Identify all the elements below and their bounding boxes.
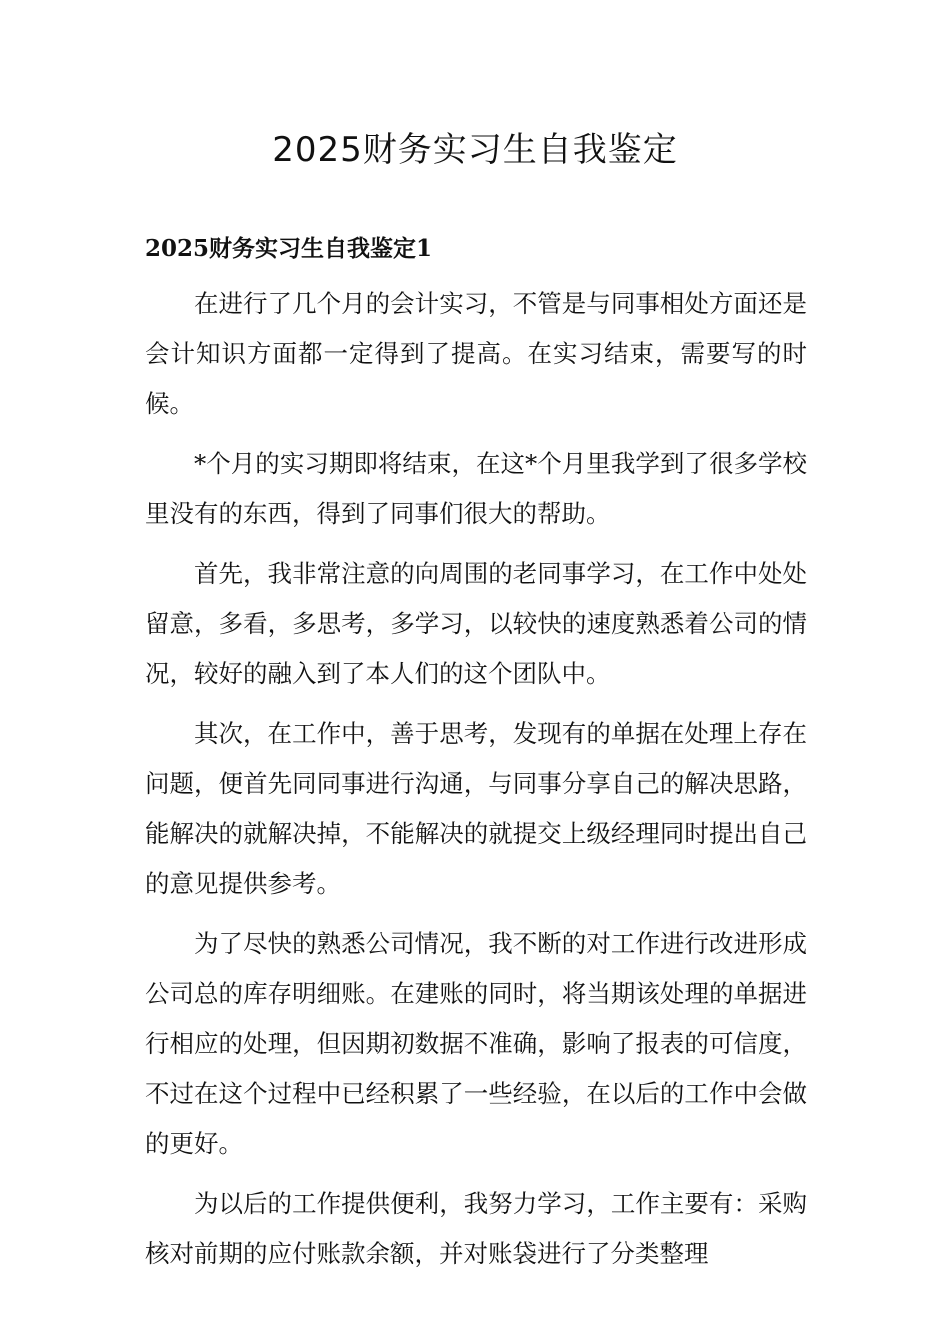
paragraph-2: *个月的实习期即将结束，在这*个月里我学到了很多学校里没有的东西，得到了同事们很大的帮助。 [145, 449, 807, 528]
document-title: 2025财务实习生自我鉴定 [272, 130, 678, 170]
paragraph-4: 其次，在工作中，善于思考，发现有的单据在处理上存在问题，便首先同同事进行沟通，与同事分享自己的解决思路，能解决的就解决掉，不能解决的就提交上级经理同时提出自己的意见提供参考。 [145, 719, 807, 898]
paragraph-3: 首先，我非常注意的向周围的老同事学习，在工作中处处留意，多看，多思考，多学习，以较快的速度熟悉着公司的情况，较好的融入到了本人们的这个团队中。 [145, 559, 807, 688]
paragraph-6: 为以后的工作提供便利，我努力学习，工作主要有：采购核对前期的应付账款余额，并对账袋进行了分类整理 [145, 1189, 807, 1268]
paragraph-1: 在进行了几个月的会计实习，不管是与同事相处方面还是会计知识方面都一定得到了提高。在实习结束，需要写的时候。 [145, 289, 807, 418]
document-body [145, 279, 807, 1289]
section-heading: 2025财务实习生自我鉴定1 [145, 235, 433, 262]
paragraph-5: 为了尽快的熟悉公司情况，我不断的对工作进行改进形成公司总的库存明细账。在建账的同时，将当期该处理的单据进行相应的处理，但因期初数据不准确，影响了报表的可信度，不过在这个过程中已经积累了一些经验，在以后的工作中会做的更好。 [145, 929, 807, 1158]
